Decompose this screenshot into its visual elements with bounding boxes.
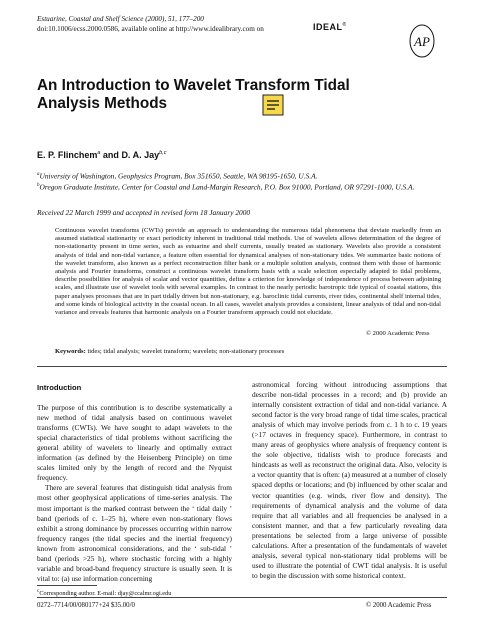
note-icon[interactable] [262, 94, 284, 116]
affiliation-b: $^b$Oregon Graduate Institute, Center for Coastal and Land-Margin Research, P.O. Box 91000, Portland, OR 97291-1000, U.S.A. [37, 182, 415, 192]
journal-line: Estuarine, Coastal and Shelf Science (2000), 51, 177–200 [37, 15, 204, 23]
doi-line: doi:10.1006/ecss.2000.0586, available online at http://www.idealibrary.com on [37, 24, 264, 33]
footer-divider [37, 597, 447, 598]
authors: E. P. Flinchem$^a$ and D. A. Jay$^{b,c}$ [37, 150, 167, 160]
footnote: $^c$Corresponding author. E-mail: djay@ccalmr.ogi.edu [37, 588, 172, 598]
section-heading-introduction: Introduction [37, 383, 82, 392]
footer-copyright: © 2000 Academic Press [366, 602, 432, 609]
journal-citation [37, 15, 264, 34]
intro-paragraph-2: There are several features that distinguish tidal analysis from most other geophysical applications of time-series analysis. The most important is the marked contrast between the ‘ tidal daily ’ band (periods of c. 1–25 h), where even non-stationary flows exhibit a strong dominance by processes occurring within narrow frequency ranges (the tidal species and the inertial frequency) known from astronomical considerations, and the ‘ sub-tidal ’ band (periods >25 h), where stochastic forcing with a highly variable and broad-band frequency structure is usually seen. It is vital to: (a) use information concerning [37, 483, 232, 583]
ideal-logo: IDEAL® [313, 22, 347, 32]
author-1: E. P. Flinchem [37, 150, 98, 160]
received-dates: Received 22 March 1999 and accepted in revised form 18 January 2000 [37, 208, 251, 217]
issn-price: 0272–7714/00/080177+24 $35.00/0 [37, 602, 135, 609]
left-column [37, 383, 232, 584]
keywords: Keywords: tides; tidal analysis; wavelet transform; wavelets; non-stationary processes [55, 348, 285, 355]
publisher-logo-icon [409, 24, 435, 58]
right-column [252, 380, 447, 581]
author-2: D. A. Jay [121, 150, 160, 160]
abstract-copyright: © 2000 Academic Press [366, 330, 430, 337]
intro-paragraph-1: The purpose of this contribution is to describe systematically a new method of tidal analysis based on continuous wavelet transforms (CWTs). We have sought to adapt wavelets to the special characteristics of tidal problems without sacrificing the general ability of wavelets to linearly and optimally extract information (as defined by the Heisenberg Principle) on time scales limited only by the length of record and the Nyquist frequency. [37, 403, 232, 483]
intro-paragraph-continued: astronomical forcing without introducing assumptions that describe non-tidal processes in a record; and (b) provide an internally consistent extraction of tidal and non-tidal variance. A second factor is the very broad range of tidal time scales, practical analysis of which may involve periods from c. 1 h to c. 19 years (>17 octaves in frequency space). Furthermore, in contrast to many areas of geophysics where analysis of frequency content is the sole objective, tidalists wish to produce forecasts and hindcasts as well as reconstruct the original data. Also, velocity is a vector quantity that is often: (a) measured at a number of closely spaced depths or locations; and (b) influenced by other scalar and vector quantities (e.g. winds, river flow and density). The requirements of dynamical analysis and the volume of data require that all variables and all frequencies be analysed in a consistent manner, and that a few particularly revealing data presentations be selected from a large universe of possible calculations. After a presentation of the fundamentals of wavelet analysis, several typical non-stationary tidal problems will be used to illustrate the potential of CWT tidal analysis. It is useful to begin the discussion with some historical context. [252, 380, 447, 580]
corresponding-author: Corresponding author. E-mail: djay@ccalmr.ogi.edu [39, 590, 172, 598]
abstract: Continuous wavelet transforms (CWTs) provide an approach to understanding the numerous tidal phenomena that deviate markedly from an assumed statistical stationarity or exact periodicity inherent in traditional tidal methods. Use of wavelets allows determination of the degree of non-stationarity present in time series, such as estuarine and shelf currents, usually treated as stationary. Wavelets also provide a consistent analysis of tidal and non-tidal variance, a feature often essential for dynamical analyses of non-stationary tides. We summarize basic notions of the wavelet transform, also known as a perfect reconstruction filter bank or a multiple solution analysis, contrast them with those of harmonic analysis and Fourier transforms, construct a continuous wavelet transform basis with a scale selection especially adapted to tidal problems, describe possibilities for analysis of scalar and vector quantities, define a criterion for knowledge of independence of process between adjoining scales, and illustrate use of wavelet tools with several examples. In contrast to the nearly periodic barotropic tide typical of coastal stations, this paper analyses processes that are in part tidally driven but non-stationary, e.g. baroclinic tidal currents, river tides, continental shelf internal tides, and some kinds of biological activity in the coastal ocean. In all cases, wavelet analysis provides a consistent, linear analysis of tidal and non-tidal variance and reveals features that harmonic analysis on a Fourier transform approach could not elucidate. [55, 227, 441, 317]
affiliation-a: $^a$University of Washington, Geophysics Program, Box 351650, Seattle, WA 98195-1650, U.S.A. [37, 171, 318, 181]
affiliations [37, 170, 447, 193]
article-title: An Introduction to Wavelet Transform Tidal Analysis Methods [37, 77, 350, 112]
svg-text:AP: AP [414, 34, 430, 49]
divider [37, 366, 447, 367]
footnote-divider [37, 585, 97, 586]
